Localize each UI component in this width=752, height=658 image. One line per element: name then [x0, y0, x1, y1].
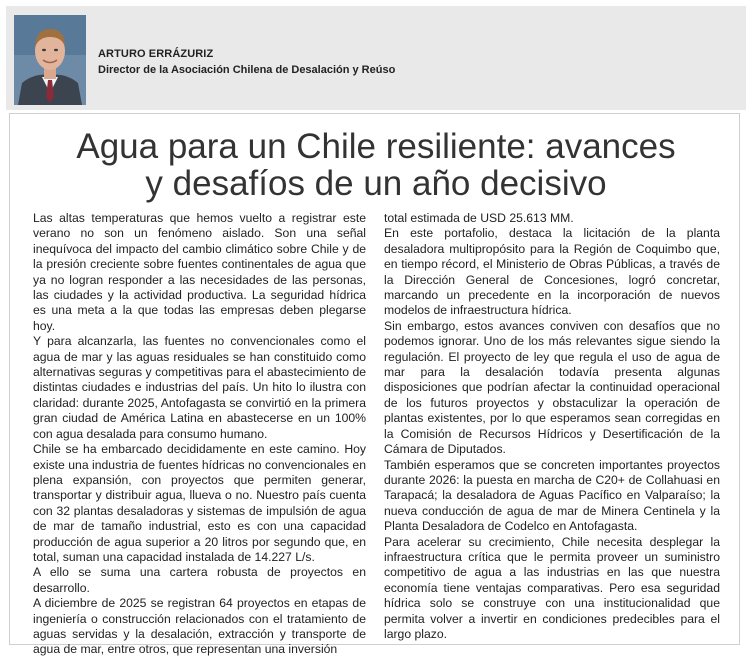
paragraph: Para acelerar su crecimiento, Chile necesita desplegar la infraestructura crítica que le permita proveer un suministro competitivo de agua a las industrias en las que nuestra economía tiene ventajas comparativas. Pero esa seguridad hídrica solo se construye con una institucionalidad que permita volver a invertir en condiciones predecibles para el largo plazo.	[384, 534, 720, 641]
paragraph: A ello se suma una cartera robusta de proyectos en desarrollo.	[33, 565, 366, 595]
article-column-left	[33, 211, 366, 658]
article-title-line-1: Agua para un Chile resiliente: avances	[76, 127, 676, 166]
article-title-line-2: y desafíos de un año decisivo	[145, 164, 607, 203]
paragraph: En este portafolio, destaca la licitación de la planta desaladora multipropósito para la Región de Coquimbo que, en tiempo récord, el Ministerio de Obras Públicas, a través de la Dirección General de Concesiones, logró concretar, marcando un precedente en la incorporación de nuevos modelos de infraestructura hídrica.	[384, 226, 720, 318]
paragraph: Sin embargo, estos avances conviven con desafíos que no podemos ignorar. Uno de los más relevantes sigue siendo la regulación. El proyecto de ley que regula el uso de agua de mar para la desalación todavía presenta algunas disposiciones que podrían afectar la continuidad operacional de los futuros proyectos y obstaculizar la operación de plantas existentes, por lo que esperamos sean corregidas en la Comisión de Recursos Hídricos y Desertificación de la Cámara de Diputados.	[384, 318, 720, 457]
paragraph: Las altas temperaturas que hemos vuelto a registrar este verano no son un fenómeno aislado. Son una señal inequívoca del impacto del cambio climático sobre Chile y de la presión creciente sobre fuentes continentales de agua que ya no logran responder a las necesidades de las personas, las ciudades y la actividad productiva. La seguridad hídrica es una meta a la que todas las empresas deben plegarse hoy.	[33, 211, 366, 333]
paragraph: También esperamos que se concreten importantes proyectos durante 2026: la puesta en marcha de C20+ de Collahuasi en Tarapacá; la desaladora de Aguas Pacífico en Valparaíso; la nueva conducción de agua de mar de Minera Centinela y la Planta Desaladora de Codelco en Antofagasta.	[384, 457, 720, 534]
paragraph: Y para alcanzarla, las fuentes no convencionales como el agua de mar y las aguas residuales se han constituido como alternativas seguras y competitivas para el abastecimiento de distintas ciudades e industrias del país. Un hito lo ilustra con claridad: durante 2025, Antofagasta se convirtió en la primera gran ciudad de América Latina en abastecerse en un 100% con agua desalada para consumo humano.	[33, 334, 366, 441]
paragraph: total estimada de USD 25.613 MM.	[384, 211, 574, 225]
author-role: Director de la Asociación Chilena de Desalación y Reúso	[98, 64, 396, 76]
article-title	[0, 128, 752, 202]
article-column-right	[384, 211, 720, 642]
author-photo	[14, 15, 86, 105]
author-header	[6, 6, 746, 110]
author-name: ARTURO ERRÁZURIZ	[98, 48, 214, 60]
paragraph: A diciembre de 2025 se registran 64 proyectos en etapas de ingeniería o construcción relacionados con el tratamiento de aguas servidas y la desalación, extracción y transporte de agua de mar, entre otros, que representan una inversión	[33, 596, 366, 657]
paragraph: Chile se ha embarcado decididamente en este camino. Hoy existe una industria de fuentes hídricas no convencionales en plena expansión, con proyectos que permiten generar, transportar y distribuir agua, llueva o no. Nuestro país cuenta con 32 plantas desaladoras y sistemas de impulsión de agua de mar de tamaño industrial, esto es con una capacidad producción de agua superior a 20 litros por segundo que, en total, suman una capacidad instalada de 14.227 L/s.	[33, 442, 366, 564]
